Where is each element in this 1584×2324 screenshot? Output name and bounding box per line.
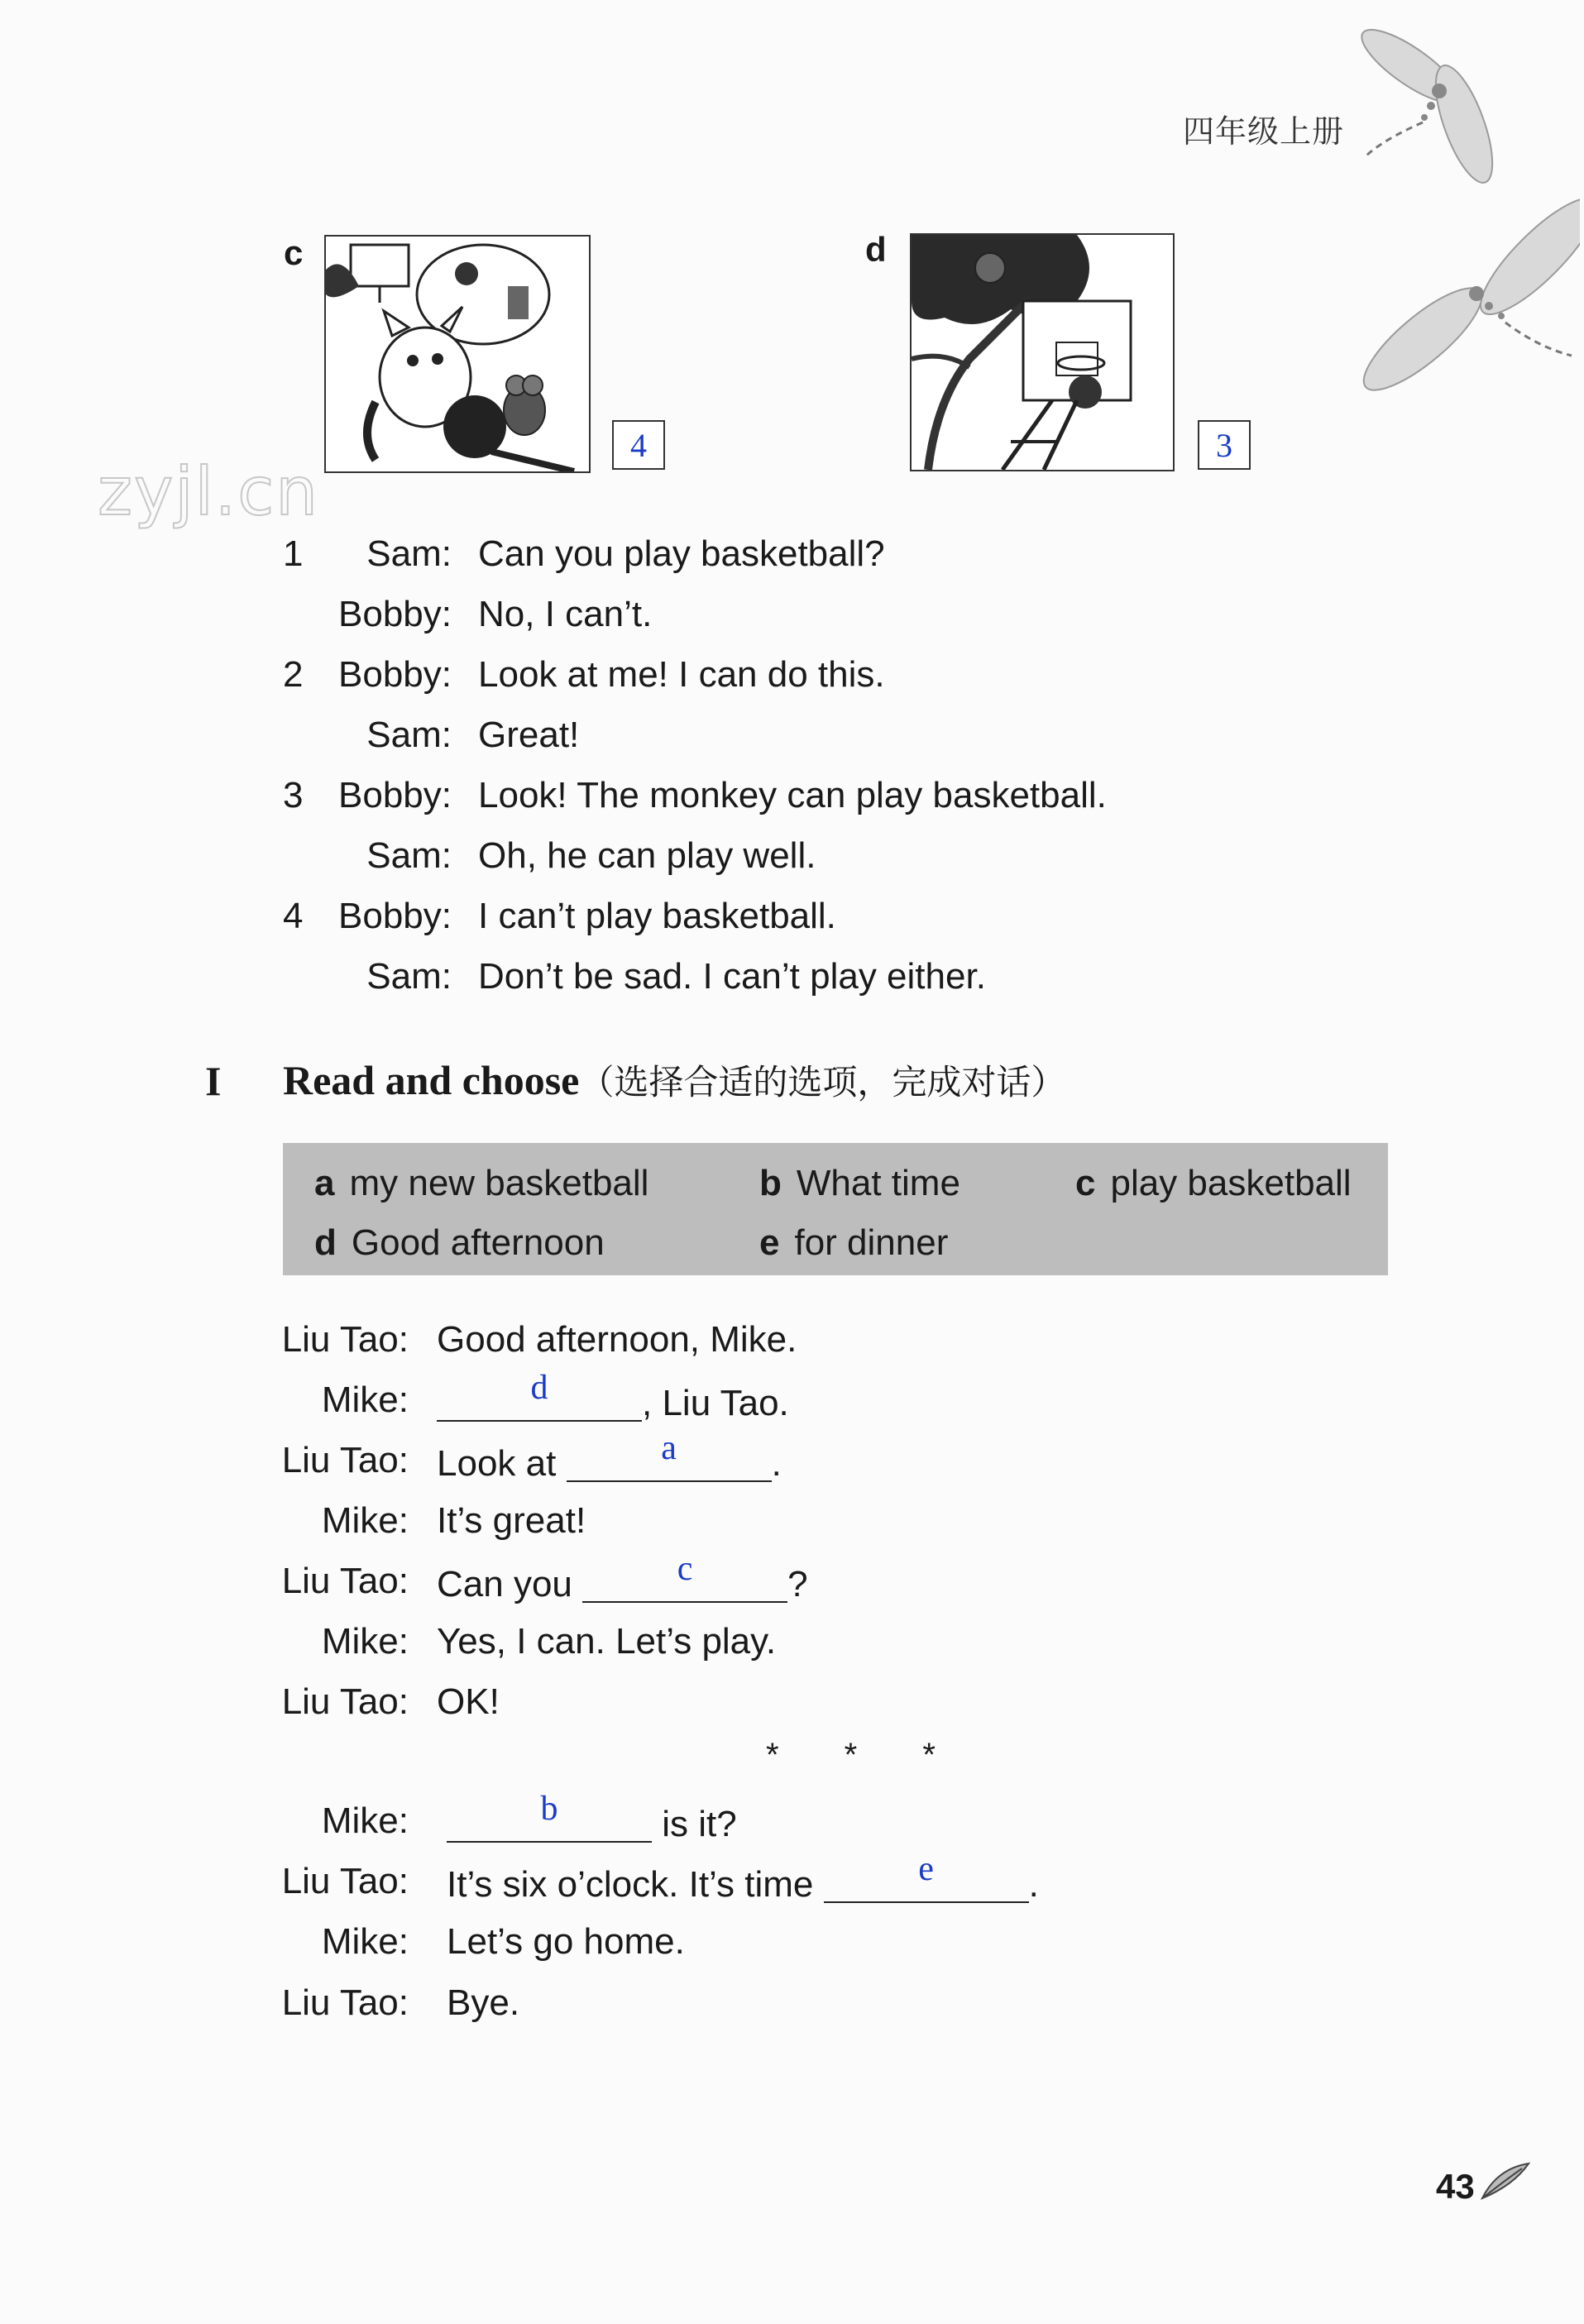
- dialogue-text: I can’t play basketball.: [478, 896, 836, 936]
- conversation-speaker: Liu Tao:: [281, 1861, 409, 1901]
- picture-c: [324, 235, 591, 473]
- conversation-text: Look at: [437, 1443, 567, 1484]
- conversation-text: Bye.: [447, 1982, 520, 2023]
- section-title-cn: （选择合适的选项，完成对话）: [579, 1062, 1066, 1102]
- conversation-speaker: Mike:: [321, 1380, 409, 1420]
- dialogue-text: Oh, he can play well.: [478, 835, 816, 876]
- page-number: 43: [1436, 2167, 1475, 2206]
- dialogue-number: 1: [283, 533, 304, 574]
- conversation-speaker: Liu Tao:: [281, 1319, 409, 1360]
- dialogue-speaker: Sam:: [366, 835, 452, 876]
- filled-answer: b: [540, 1790, 558, 1828]
- leaf-icon: [1481, 2160, 1530, 2202]
- option-text: play basketball: [1110, 1163, 1352, 1203]
- picture-c-answer-box: 4: [612, 420, 665, 470]
- dialogue-text: No, I can’t.: [478, 594, 653, 634]
- conversation-speaker: Mike:: [321, 1500, 409, 1541]
- conversation-speaker: Liu Tao:: [281, 1561, 409, 1601]
- conversation-line: [447, 1850, 1039, 1905]
- option-key: a: [314, 1163, 335, 1203]
- conversation-text: OK!: [437, 1681, 500, 1722]
- conversation-line: [437, 1550, 808, 1604]
- answer-blank[interactable]: [567, 1429, 772, 1482]
- dialogue-number: 4: [283, 896, 304, 936]
- dialogue-speaker: Sam:: [366, 533, 452, 574]
- picture-d-letter: d: [865, 230, 887, 269]
- conversation-speaker: Mike:: [321, 1621, 409, 1662]
- conversation-text: is it?: [652, 1804, 737, 1844]
- conversation-speaker: Mike:: [321, 1800, 409, 1841]
- filled-answer: e: [918, 1850, 934, 1888]
- conversation-text: Let’s go home.: [447, 1921, 685, 1962]
- filled-answer: c: [677, 1550, 693, 1588]
- option-c: [1075, 1163, 1352, 1204]
- dialogue-speaker: Bobby:: [338, 654, 452, 695]
- conversation-text: .: [1028, 1864, 1039, 1905]
- filled-answer: a: [661, 1429, 677, 1467]
- conversation-speaker: Liu Tao:: [281, 1681, 409, 1722]
- dialogue-text: Don’t be sad. I can’t play either.: [478, 956, 986, 997]
- watermark: zyjl.cn: [98, 453, 319, 530]
- conversation-speaker: Liu Tao:: [281, 1440, 409, 1480]
- option-key: c: [1075, 1163, 1096, 1203]
- conversation-line: [437, 1429, 782, 1484]
- option-key: b: [759, 1163, 782, 1203]
- dialogue-text: Look at me! I can do this.: [478, 654, 885, 695]
- conversation-text: It’s great!: [437, 1500, 586, 1541]
- answer-blank[interactable]: [824, 1850, 1029, 1903]
- separator-stars: * * *: [766, 1737, 964, 1773]
- dialogue-text: Great!: [478, 715, 580, 755]
- conversation-speaker: Mike:: [321, 1921, 409, 1962]
- dialogue-speaker: Bobby:: [338, 775, 452, 815]
- option-text: What time: [796, 1163, 960, 1203]
- dialogue-speaker: Sam:: [366, 956, 452, 997]
- dialogue-text: Can you play basketball?: [478, 533, 885, 574]
- cat-and-mouse-basketball-illustration: [326, 237, 589, 471]
- option-e: [759, 1222, 948, 1264]
- conversation-line: [437, 1369, 789, 1423]
- dialogue-speaker: Sam:: [366, 715, 452, 755]
- answer-blank[interactable]: [437, 1369, 642, 1422]
- picture-d-answer-box: 3: [1198, 420, 1251, 470]
- header-title: 四年级上册: [1183, 115, 1345, 150]
- conversation-text: Good afternoon, Mike.: [437, 1319, 797, 1360]
- section-title-en: Read and choose: [283, 1057, 580, 1103]
- option-key: e: [759, 1222, 780, 1263]
- conversation-text: ?: [787, 1564, 808, 1604]
- option-key: d: [314, 1222, 337, 1263]
- option-a: [314, 1163, 648, 1204]
- options-box: [283, 1143, 1388, 1275]
- option-text: Good afternoon: [351, 1222, 605, 1263]
- option-d: [314, 1222, 605, 1264]
- picture-d: [910, 233, 1175, 471]
- conversation-text: Can you: [437, 1564, 583, 1604]
- dialogue-number: 2: [283, 654, 304, 695]
- option-b: [759, 1163, 960, 1204]
- monkey-tree-basketball-illustration: [912, 235, 1173, 470]
- conversation-text: .: [771, 1443, 782, 1484]
- option-text: my new basketball: [349, 1163, 649, 1203]
- conversation-speaker: Liu Tao:: [281, 1982, 409, 2023]
- option-text: for dinner: [794, 1222, 949, 1263]
- conversation-text: Yes, I can. Let’s play.: [437, 1621, 777, 1662]
- section-letter: I: [205, 1058, 222, 1104]
- dialogue-speaker: Bobby:: [338, 594, 452, 634]
- conversation-text: It’s six o’clock. It’s time: [447, 1864, 824, 1905]
- dialogue-number: 3: [283, 775, 304, 815]
- filled-answer: d: [530, 1369, 548, 1407]
- dialogue-speaker: Bobby:: [338, 896, 452, 936]
- dialogue-text: Look! The monkey can play basketball.: [478, 775, 1107, 815]
- picture-c-letter: c: [284, 233, 304, 272]
- conversation-line: [447, 1790, 737, 1844]
- answer-blank[interactable]: [582, 1550, 787, 1603]
- dragonfly-decoration-icon: [1332, 17, 1580, 447]
- section-title: [283, 1055, 1065, 1105]
- answer-blank[interactable]: [447, 1790, 652, 1843]
- conversation-text: , Liu Tao.: [642, 1383, 789, 1423]
